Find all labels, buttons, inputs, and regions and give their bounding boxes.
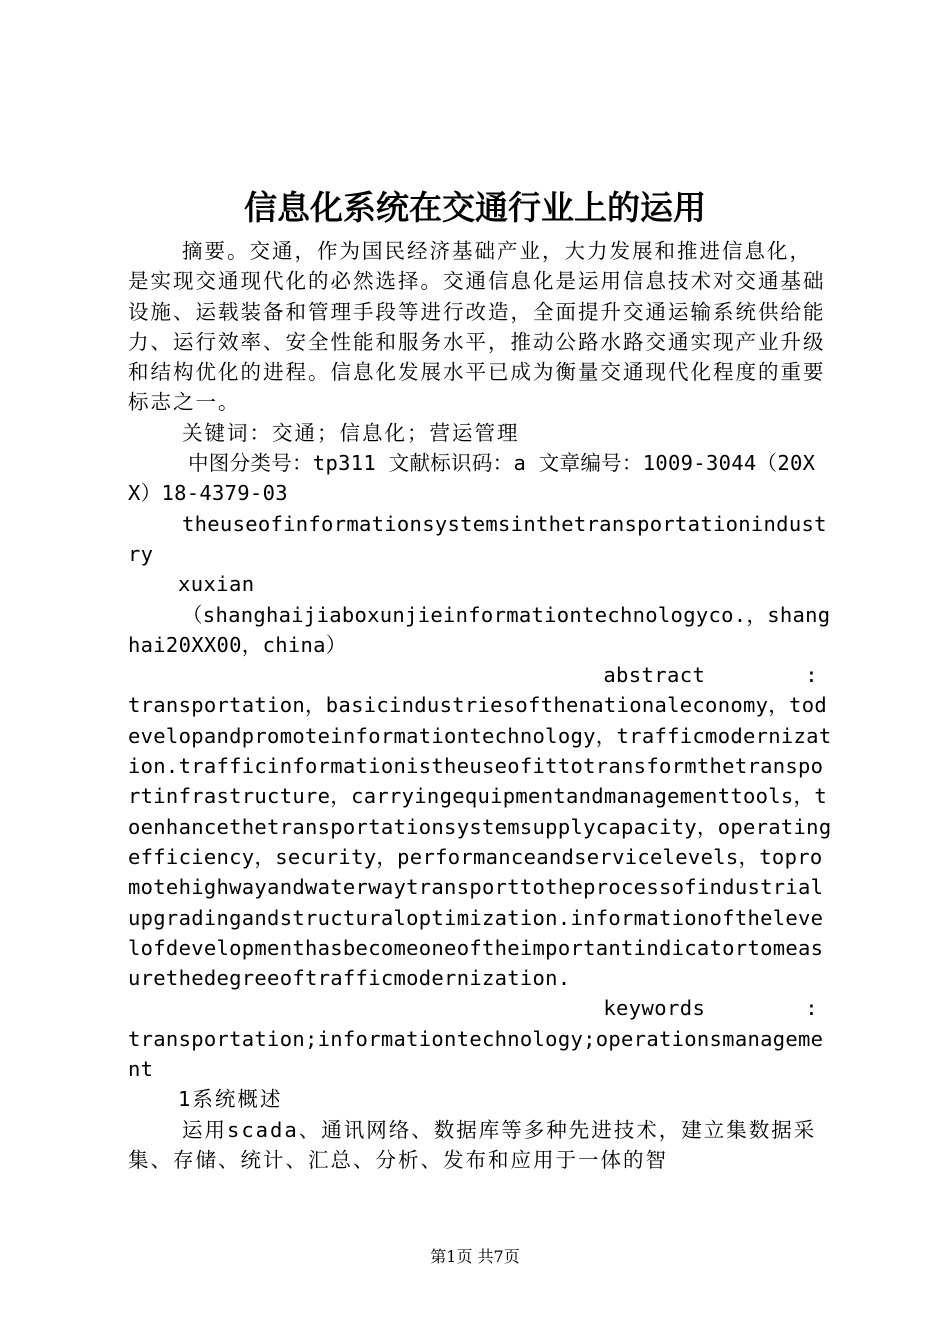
keywords-label: keywords bbox=[603, 996, 706, 1021]
english-title: theuseofinformationsystemsinthetransportationindustry bbox=[128, 511, 827, 566]
author-name: xuxian bbox=[178, 572, 255, 597]
keywords-label-row bbox=[128, 993, 832, 1023]
document-title: 信息化系统在交通行业上的运用 bbox=[244, 188, 706, 227]
author-affiliation: （shanghaijiaboxunjieinformationtechnologyco.，shanghai20XX00，china） bbox=[128, 602, 831, 657]
page-footer: 第1页 共7页 bbox=[430, 1247, 520, 1266]
abstract-label: abstract bbox=[603, 663, 706, 688]
classification-line: 中图分类号：tp311 文献标识码：a 文章编号：1009-3044（20XX）18-4379-03 bbox=[128, 451, 816, 506]
abstract-colon: : bbox=[805, 663, 818, 688]
section-1-text: 运用scada、通讯网络、数据库等多种先进技术，建立集数据采集、存储、统计、汇总、分析、发布和应用于一体的智 bbox=[128, 1117, 817, 1172]
abstract-en: transportation，basicindustriesofthenationaleconomy，todevelopandpromoteinformationtechnology，trafficmodernization.trafficinformationistheuseofittotransformthetransportinfrastructure，carryingequipmentandmanagementtools，toenhancethetransportationsystemsupplycapacity，operatingefficiency，security，performanceandservicelevels，topromotehighwayandwaterwaytransporttotheprocessofindustrialupgradingandstructuraloptimization.informationofthelevelofdevelopmenthasbecomeoneoftheimportantindicatortomeasurethedegreeoftrafficmodernization. bbox=[128, 693, 832, 991]
keywords-en: transportation;informationtechnology;operationsmanagement bbox=[128, 1026, 824, 1082]
keywords-cn: 关键词：交通；信息化；营运管理 bbox=[182, 420, 520, 445]
keywords-colon: : bbox=[805, 996, 818, 1021]
abstract-cn: 摘要。交通，作为国民经济基础产业，大力发展和推进信息化，是实现交通现代化的必然选择。交通信息化是运用信息技术对交通基础设施、运载装备和管理手段等进行改造，全面提升交通运输系统供给能力、运行效率、安全性能和服务水平，推动公路水路交通实现产业升级和结构优化的进程。信息化发展水平已成为衡量交通现代化程度的重要标志之一。 bbox=[128, 239, 826, 415]
section-1-heading: 1系统概述 bbox=[178, 1087, 283, 1112]
document-body bbox=[128, 236, 832, 1175]
abstract-label-row bbox=[128, 660, 832, 690]
